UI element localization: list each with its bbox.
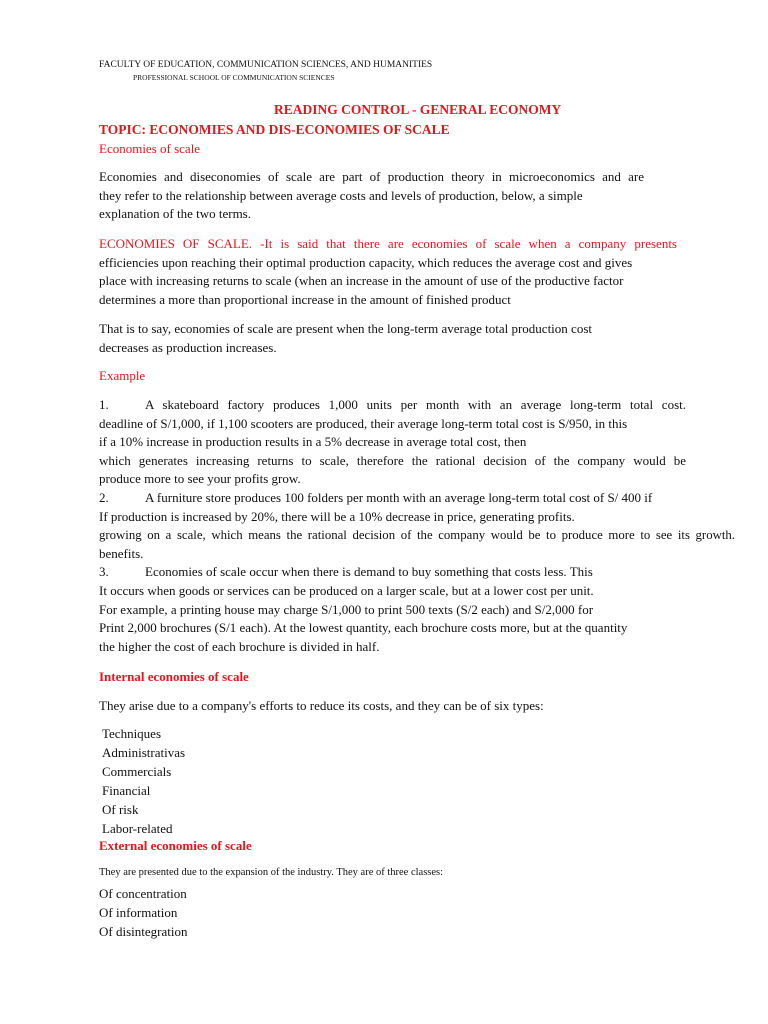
paragraph-line: produce more to see your profits grow.	[99, 471, 301, 487]
faculty-header: FACULTY OF EDUCATION, COMMUNICATION SCIENCES, AND HUMANITIES	[99, 60, 433, 70]
list-item: Of disintegration	[99, 923, 188, 939]
list-item: Techniques	[102, 726, 162, 741]
section-heading-economies-of-scale: Economies of scale	[99, 141, 201, 156]
example-2-first-line: 2. A furniture store produces 100 folders per month with an average long-term total cost of S/ 400 if	[99, 489, 686, 508]
paragraph-line: That is to say, economies of scale are present when the long-term average total production cost	[99, 321, 592, 336]
external-economies-text: They are presented due to the expansion of the industry. They are of three classes:	[99, 867, 444, 878]
internal-economies-heading: Internal economies of scale	[99, 669, 249, 684]
example-3-first-line: 3. Economies of scale occur when there is demand to buy something that costs less. This	[99, 563, 686, 582]
paragraph-line: place with increasing returns to scale (when an increase in the amount of use of the productive factor	[99, 273, 624, 289]
list-item: Of concentration	[99, 886, 187, 901]
paragraph-line: For example, a printing house may charge S/1,000 to print 500 texts (S/2 each) and S/2,000 for	[99, 601, 594, 617]
list-item: Of risk	[102, 801, 139, 817]
paragraph-line: Print 2,000 brochures (S/1 each). At the lowest quantity, each brochure costs more, but at the quantity	[99, 620, 628, 636]
example-number: 2.	[99, 489, 109, 505]
paragraph-line: It occurs when goods or services can be produced on a larger scale, but at a lower cost per unit.	[99, 582, 594, 598]
paragraph-line: Economies and diseconomies of scale are part of production theory in microeconomics and are	[99, 169, 644, 184]
internal-economies-list	[102, 725, 185, 838]
list-item: Financial	[102, 782, 151, 798]
paragraph-line: decreases as production increases.	[99, 339, 277, 355]
paragraph-line: determines a more than proportional increase in the amount of finished product	[99, 291, 511, 307]
external-economies-heading: External economies of scale	[99, 838, 252, 853]
examples-list	[99, 396, 735, 656]
paragraph-line: If production is increased by 20%, there will be a 10% decrease in price, generating profits.	[99, 508, 575, 524]
paragraph-line: they refer to the relationship between average costs and levels of production, below, a simple	[99, 187, 583, 203]
list-item: Commercials	[102, 763, 172, 779]
list-item: Of information	[99, 904, 178, 920]
internal-economies-text: They arise due to a company's efforts to reduce its costs, and they can be of six types:	[99, 698, 544, 713]
school-header: PROFESSIONAL SCHOOL OF COMMUNICATION SCIENCES	[133, 73, 335, 82]
topic-heading: TOPIC: ECONOMIES AND DIS-ECONOMIES OF SCALE	[99, 122, 450, 137]
eos-definition-paragraph	[99, 235, 677, 309]
paragraph-line: deadline of S/1,000, if 1,100 scooters are produced, their average long-term total cost is S/950, in this	[99, 415, 628, 431]
that-is-paragraph	[99, 320, 592, 357]
list-item: Administrativas	[102, 744, 186, 760]
paragraph-line: the higher the cost of each brochure is divided in half.	[99, 638, 380, 654]
paragraph-line: explanation of the two terms.	[99, 206, 251, 222]
paragraph-line: efficiencies upon reaching their optimal production capacity, which reduces the average cost and gives	[99, 254, 633, 270]
paragraph-line: which generates increasing returns to scale, therefore the rational decision of the company would be	[99, 452, 686, 468]
example-number: 1.	[99, 397, 109, 412]
list-item: Labor-related	[102, 820, 173, 836]
paragraph-line: benefits.	[99, 545, 144, 561]
paragraph-line: growing on a scale, which means the rational decision of the company would be to produce more to see its growth.	[99, 528, 735, 543]
example-1-first-line: 1. A skateboard factory produces 1,000 units per month with an average long-term total cost.	[99, 396, 686, 415]
example-number: 3.	[99, 564, 109, 580]
example-heading: Example	[99, 368, 146, 383]
document-title: READING CONTROL - GENERAL ECONOMY	[274, 102, 562, 117]
paragraph-line: if a 10% increase in production results in a 5% decrease in average total cost, then	[99, 434, 527, 450]
intro-paragraph	[99, 168, 644, 224]
external-economies-list	[99, 885, 187, 942]
eos-definition-lead: ECONOMIES OF SCALE. -It is said that there are economies of scale when a company presents	[99, 236, 677, 251]
